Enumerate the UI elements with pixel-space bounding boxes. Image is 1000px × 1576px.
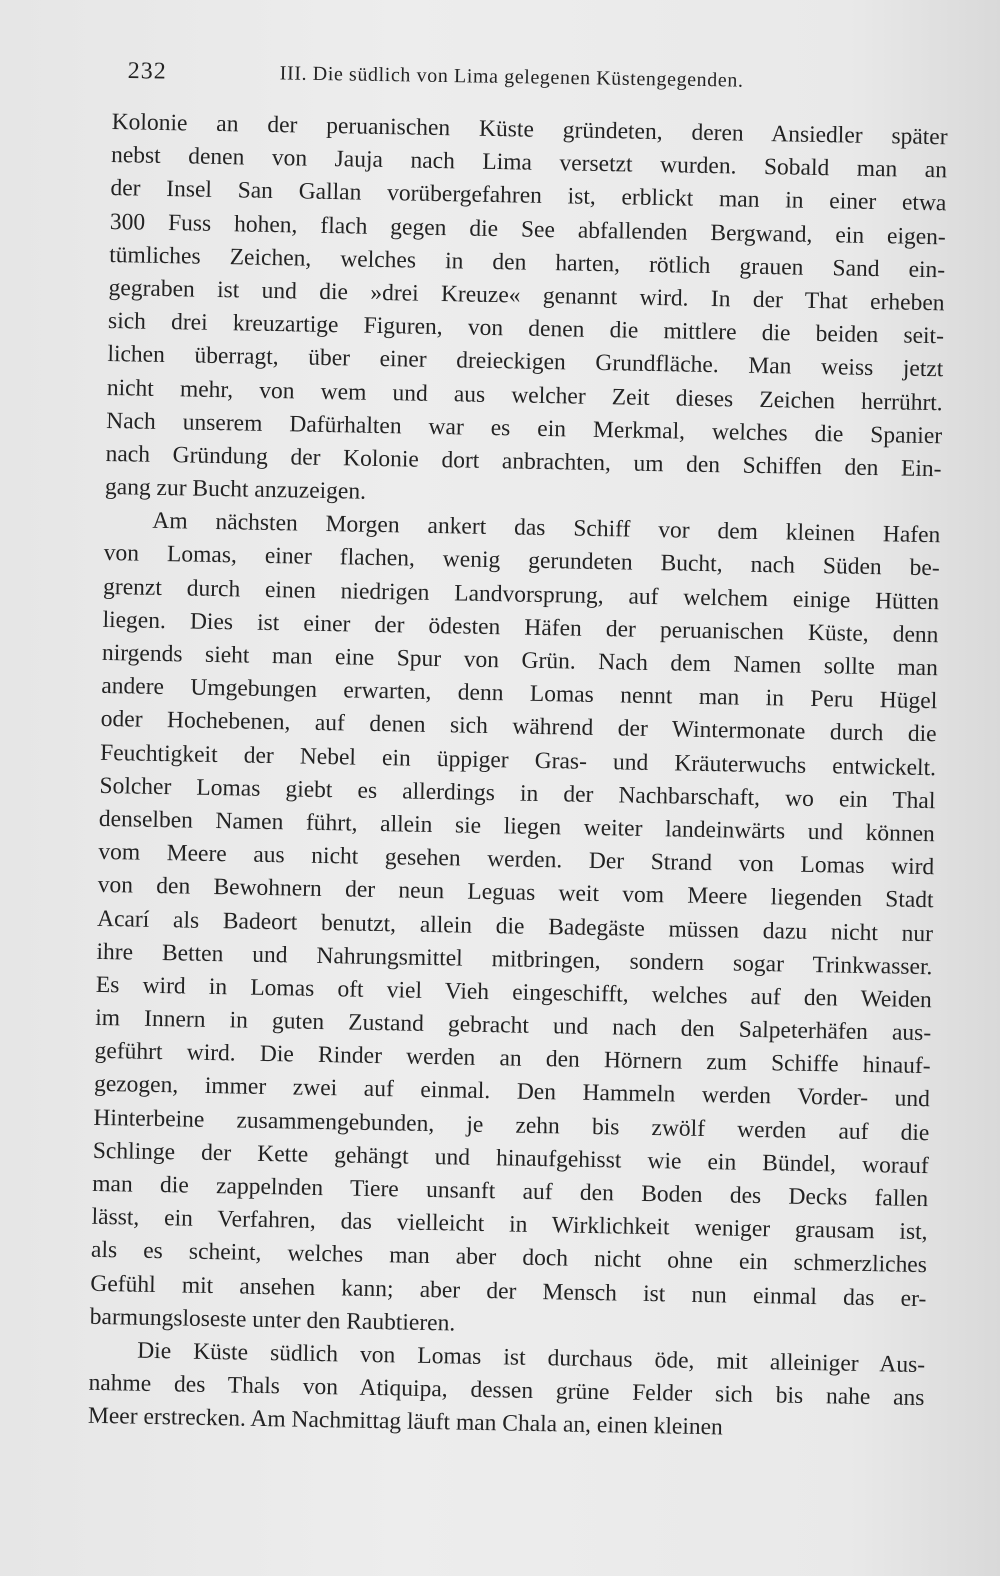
text-line: grenzt durch einen niedrigen Landvorsprung, auf welchem einige Hütten (102, 573, 940, 615)
text-line: nach Gründung der Kolonie dort anbrachten, um den Schiffen den Ein- (105, 440, 942, 483)
paragraph (88, 1334, 926, 1449)
text-line: tümliches Zeichen, welches in den harten, rötlich grauen Sand ein- (109, 241, 946, 284)
text-line: Kolonie an der peruanischen Küste gründeten, deren Ansiedler später (111, 108, 948, 151)
page-number: 232 (127, 58, 167, 85)
text-line: sich drei kreuzartige Figuren, von denen die mittlere die beiden seit- (107, 308, 945, 350)
text-line: nirgends sieht man eine Spur von Grün. Nach dem Namen sollte man (101, 639, 939, 682)
text-line: Solcher Lomas giebt es allerdings in der Nachbarschaft, wo ein Thal (99, 772, 936, 814)
text-line: nicht mehr, von wem und aus welcher Zeit dieses Zeichen herrührt. (106, 374, 943, 416)
text-line: Acarí als Badeort benutzt, allein die Badegäste müssen dazu nicht nur (96, 905, 934, 947)
text-line: Hinterbeine zusammengebunden, je zehn bis zwölf werden auf die (93, 1104, 930, 1146)
text-line: geführt wird. Die Rinder werden an den Hörnern zum Schiffe hinauf- (94, 1038, 931, 1080)
text-line: der Insel San Gallan vorübergefahren ist, erblickt man in einer etwa (110, 175, 947, 217)
text-line: 300 Fuss hohen, flach gegen die See abfallenden Bergwand, ein eigen- (109, 208, 946, 250)
text-line: lässt, ein Verfahren, das vielleicht in Wirklichkeit weniger grausam ist, (91, 1204, 928, 1246)
page-header (127, 58, 817, 103)
text-line: oder Hochebenen, auf denen sich während der Wintermonate durch die (100, 706, 937, 748)
text-line: gegraben ist und die »drei Kreuze« genannt wird. In der That erheben (108, 274, 945, 317)
text-line: Die Küste südlich von Lomas ist durchaus öde, mit alleiniger Aus- (136, 1337, 926, 1379)
text-line: barmungsloseste unter den Raubtieren. (89, 1303, 456, 1337)
text-line: Feuchtigkeit der Nebel ein üppiger Gras- und Kräuterwuchs entwickelt. (99, 739, 937, 781)
text-line: vom Meere aus nicht gesehen werden. Der Strand von Lomas wird (98, 839, 935, 881)
text-line: von den Bewohnern der neun Leguas weit vom Meere liegenden Stadt (97, 872, 934, 914)
text-line: liegen. Dies ist einer der ödesten Häfen der peruanischen Küste, denn (102, 606, 939, 649)
text-line: gang zur Bucht anzuzeigen. (104, 474, 367, 505)
text-line: man die zappelnden Tiere unsanft auf den Boden des Decks fallen (92, 1170, 929, 1213)
paragraph (89, 504, 940, 1349)
text-line: andere Umgebungen erwarten, denn Lomas nennt man in Peru Hügel (101, 673, 938, 715)
paragraph (105, 106, 948, 520)
text-line: Am nächsten Morgen ankert das Schiff vor dem kleinen Hafen (152, 508, 941, 549)
text-line: im Innern in guten Zustand gebracht und nach den Salpeterhäfen aus- (95, 1004, 932, 1047)
text-line: denselben Namen führt, allein sie liegen weiter landeinwärts und können (98, 805, 936, 848)
text-line: Schlinge der Kette gehängt und hinaufgehisst wie ein Bündel, worauf (92, 1137, 929, 1179)
text-line: Meer erstrecken. Am Nachmittag läuft man Chala an, einen kleinen (87, 1403, 724, 1441)
text-line: nahme des Thals von Atiquipa, dessen grüne Felder sich bis nahe ans (88, 1369, 925, 1412)
body-text (88, 106, 948, 1449)
text-line: Gefühl mit ansehen kann; aber der Mensch ist nun einmal das er- (90, 1270, 927, 1312)
text-line: Nach unserem Dafürhalten war es ein Merkmal, welches die Spanier (105, 407, 943, 449)
text-line: gezogen, immer zwei auf einmal. Den Hammeln werden Vorder- und (93, 1071, 931, 1113)
text-line: lichen überragt, über einer dreieckigen Grundfläche. Man weiss jetzt (107, 341, 944, 383)
running-head: III. Die südlich von Lima gelegenen Küstengegenden. (279, 62, 744, 92)
text-line: ihre Betten und Nahrungsmittel mitbringen, sondern sogar Trinkwasser. (96, 938, 933, 980)
text-line: als es scheint, welches man aber doch nicht ohne ein schmerzliches (90, 1237, 928, 1279)
text-line: nebst denen von Jauja nach Lima versetzt wurden. Sobald man an (110, 142, 948, 184)
text-line: von Lomas, einer flachen, wenig gerundeten Bucht, nach Süden be- (103, 540, 940, 582)
text-line: Es wird in Lomas oft viel Vieh eingeschifft, welches auf den Weiden (95, 971, 932, 1014)
